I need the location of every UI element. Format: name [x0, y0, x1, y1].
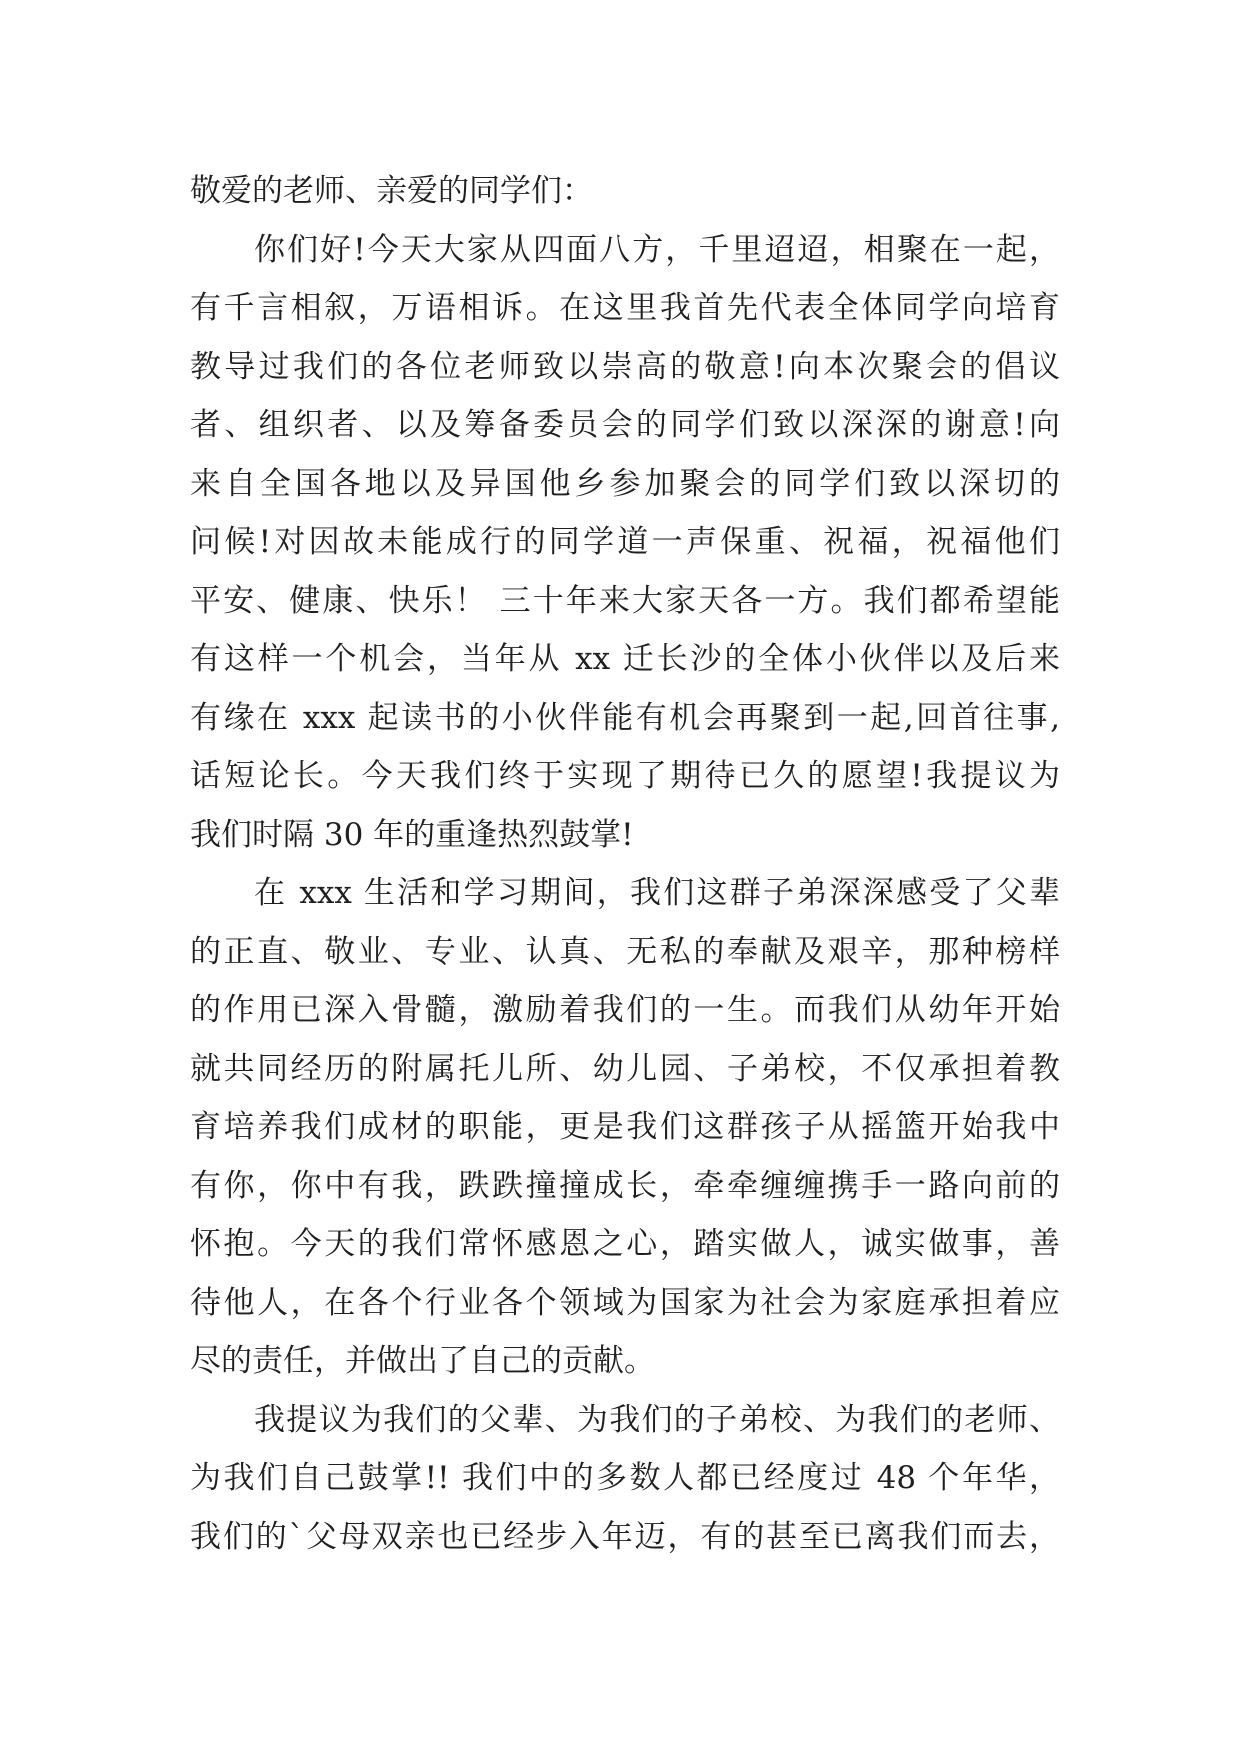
text-line: 者、组织者、以及筹备委员会的同学们致以深深的谢意!向: [190, 407, 1060, 443]
text-line: 我们时隔 30 年的重逢热烈鼓掌!: [190, 816, 634, 853]
text-line: 怀抱。今天的我们常怀感恩之心，踏实做人，诚实做事，善: [190, 1226, 1060, 1262]
text-line: 为我们自己鼓掌!! 我们中的多数人都已经度过 48 个年华，: [190, 1460, 1060, 1496]
text-line: 来自全国各地以及异国他乡参加聚会的同学们致以深切的: [190, 465, 1060, 502]
text-line: 尽的责任，并做出了自己的贡献。: [190, 1343, 655, 1379]
text-line: 问候!对因故未能成行的同学道一声保重、祝福，祝福他们: [190, 524, 1060, 560]
text-line: 有这样一个机会，当年从 xx 迁长沙的全体小伙伴以及后来: [190, 641, 1060, 677]
text-line: 平安、健康、快乐！ 三十年来大家天各一方。我们都希望能: [190, 582, 1060, 619]
text-line: 有千言相叙，万语相诉。在这里我首先代表全体同学向培育: [190, 290, 1060, 326]
text-line: 育培养我们成材的职能，更是我们这群孩子从摇篮开始我中: [190, 1109, 1060, 1145]
text-line: 话短论长。今天我们终于实现了期待已久的愿望!我提议为: [190, 758, 1060, 794]
text-line: 就共同经历的附属托儿所、幼儿园、子弟校，不仅承担着教: [190, 1050, 1060, 1087]
document-body: [190, 162, 1060, 1566]
text-line: 有你，你中有我，跌跌撞撞成长，牵牵缠缠携手一路向前的: [190, 1167, 1060, 1204]
text-line: 的作用已深入骨髓，激励着我们的一生。而我们从幼年开始: [190, 992, 1060, 1028]
text-line: 在 xxx 生活和学习期间，我们这群子弟深深感受了父辈: [254, 875, 1060, 911]
text-line: 教导过我们的各位老师致以崇高的敬意!向本次聚会的倡议: [190, 348, 1060, 385]
text-line: 有缘在 xxx 起读书的小伙伴能有机会再聚到一起,回首往事,: [190, 699, 1060, 736]
text-line: 你们好!今天大家从四面八方，千里迢迢，相聚在一起，: [254, 231, 1060, 268]
text-line: 我们的`父母双亲也已经步入年迈，有的甚至已离我们而去，: [190, 1518, 1060, 1555]
text-line: 的正直、敬业、专业、认真、无私的奉献及艰辛，那种榜样: [190, 933, 1060, 970]
text-line: 敬爱的老师、亲爱的同学们：: [190, 173, 593, 209]
text-line: 我提议为我们的父辈、为我们的子弟校、为我们的老师、: [254, 1401, 1060, 1438]
text-line: 待他人，在各个行业各个领域为国家为社会为家庭承担着应: [190, 1284, 1060, 1321]
